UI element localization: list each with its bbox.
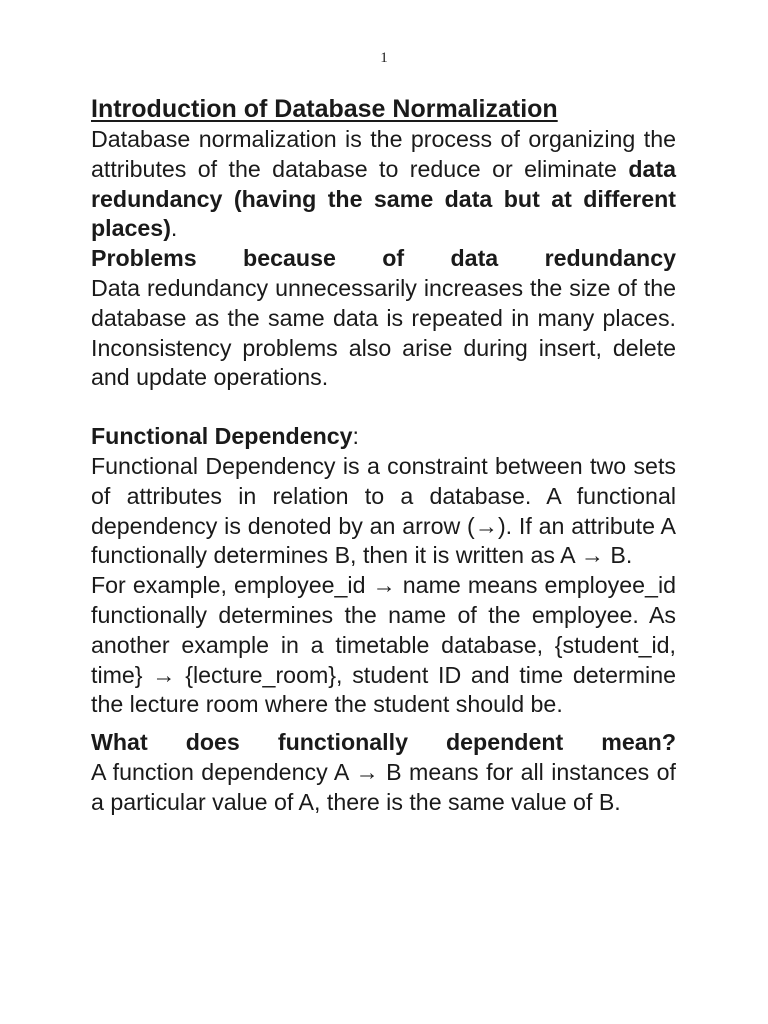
functionally-dependent-heading: What does functionally dependent mean?: [91, 729, 676, 756]
example-paragraph: For example, employee_id → name means employee_id functionally determines the name of the employee. As another example in a timetable database, {student_id, time} → {lecture_room}, student ID and time determine the lecture room where the student should be.: [91, 572, 676, 718]
functional-dependency-heading-suffix: :: [352, 423, 359, 450]
functional-dependency-heading-line: [91, 422, 676, 452]
intro-bold-text: data redundancy (having the same data but at different places): [91, 155, 676, 242]
intro-end-punctuation: .: [170, 215, 178, 242]
functional-dependency-heading: Functional Dependency: [91, 423, 353, 450]
page-number: 1: [380, 50, 388, 66]
document-body: [91, 93, 676, 818]
intro-paragraph: [91, 125, 676, 244]
document-title: Introduction of Database Normalization: [91, 95, 558, 123]
problems-heading: Problems because of data redundancy: [91, 245, 676, 272]
functionally-dependent-paragraph: A function dependency A → B means for all instances of a particular value of A, there is the same value of B.: [91, 758, 676, 815]
problems-paragraph: Data redundancy unnecessarily increases the size of the database as the same data is repeated in many places. Inconsistency problems also arise during insert, delete and update operations.: [91, 274, 676, 391]
functional-dependency-paragraph: Functional Dependency is a constraint between two sets of attributes in relation to a database. A functional dependency is denoted by an arrow (→). If an attribute A functionally determines B, then it is written as A → B.: [91, 452, 676, 569]
intro-text: Database normalization is the process of organizing the attributes of the database to reduce or eliminate: [91, 126, 676, 182]
